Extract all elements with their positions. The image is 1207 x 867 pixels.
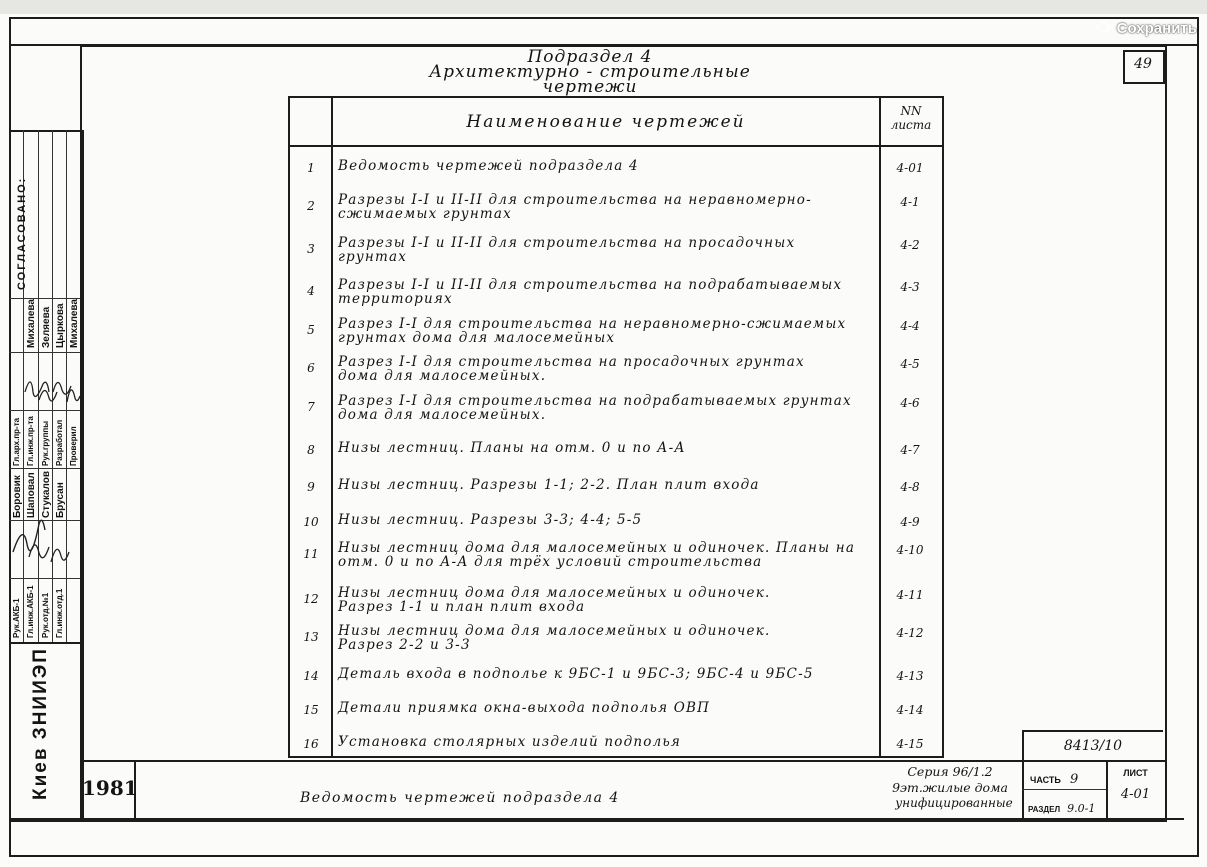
row-number: 7 (307, 400, 315, 414)
person-4: Брусан (55, 482, 66, 518)
role-2-4: Разработал (55, 419, 64, 466)
table-row (288, 437, 940, 474)
row-name-line: Детали приямка окна-выхода подполья ОВП (338, 700, 711, 716)
table-header-sep (288, 145, 942, 147)
role-2: Гл.инж.АКБ-1 (26, 585, 35, 638)
series-line-3: унифицированные (895, 796, 1013, 810)
org-name: Киев ЗНИИЭП (30, 647, 51, 800)
table-row (288, 474, 940, 509)
row-name-line: Ведомость чертежей подраздела 4 (338, 158, 639, 174)
role-2-2: Гл.инж.пр-та (26, 416, 35, 466)
row-sheet-number: 4-01 (896, 161, 924, 175)
row-name-line: дома для малосемейных. (338, 407, 547, 423)
row-sheet-number: 4-11 (896, 588, 924, 602)
col-name-header: Наименование чертежей (466, 112, 746, 132)
row-number: 13 (303, 630, 319, 644)
save-label: Сохранить (1116, 19, 1197, 37)
sheet-value: 4-01 (1120, 787, 1151, 802)
row-sheet-number: 4-15 (896, 737, 924, 751)
row-drawing-name (338, 317, 883, 345)
row-number: 14 (303, 669, 319, 683)
row-drawing-name (338, 667, 883, 681)
row-name-line: Низы лестниц. Разрезы 3-3; 4-4; 5-5 (338, 512, 643, 528)
table-row (288, 697, 940, 731)
row-name-line: Разрез I-I для строительства на неравномерно-сжимаемых (338, 316, 847, 332)
part-cell (1030, 768, 1078, 787)
role-1: Рук.АКБ-1 (12, 598, 21, 638)
table-row (288, 232, 940, 274)
table-row (288, 509, 940, 537)
row-sheet-number: 4-12 (896, 626, 924, 640)
row-sheet-number: 4-1 (900, 195, 920, 209)
table-row (288, 537, 940, 582)
table-row (288, 155, 940, 189)
table-row (288, 582, 940, 620)
person-1: Боровик (12, 475, 23, 518)
row-sheet-number: 4-6 (900, 396, 920, 410)
row-name-line: Установка столярных изделий подполья (338, 734, 682, 750)
row-name-line: Разрез 2-2 и 3-3 (338, 637, 471, 653)
inventory-number: 8413/10 (1063, 738, 1123, 754)
row-number: 6 (307, 361, 315, 375)
row-name-line: Разрезы I-I и II-II для строительства на подрабатываемых (338, 277, 843, 293)
row-sheet-number: 4-4 (900, 319, 920, 333)
row-sheet-number: 4-14 (896, 703, 924, 717)
row-name-line: Разрез 1-1 и план плит входа (338, 599, 586, 615)
row-sheet-number: 4-3 (900, 280, 920, 294)
top-strip (0, 0, 1207, 14)
section-cell (1028, 797, 1095, 816)
title-block-inventory-top (1022, 730, 1163, 732)
row-name-line: грунтах (338, 249, 408, 265)
row-name-line: Разрез I-I для строительства на просадочных грунтах (338, 354, 805, 370)
section-label: РАЗДЕЛ (1028, 805, 1061, 814)
role-2-1: Гл.арх.пр-та (12, 417, 21, 466)
row-drawing-name (338, 278, 883, 306)
row-name-line: дома для малосемейных. (338, 368, 547, 384)
row-sheet-number: 4-8 (900, 480, 920, 494)
row-drawing-name (338, 236, 883, 264)
name-col-2: Зеляева (41, 306, 52, 348)
row-number: 5 (307, 323, 315, 337)
part-label: ЧАСТЬ (1030, 775, 1061, 785)
row-name-line: Разрез I-I для строительства на подрабатываемых грунтах (338, 393, 852, 409)
corner-sheet-number: 49 (1134, 56, 1152, 72)
col-sheet-header-2: листа (890, 118, 932, 132)
sheet-label: ЛИСТ (1123, 768, 1148, 778)
table-row (288, 663, 940, 697)
table-row (288, 620, 940, 663)
signatures-drawing (9, 352, 80, 582)
row-drawing-name (338, 159, 883, 173)
row-sheet-number: 4-9 (900, 515, 920, 529)
person-2: Шаповал (26, 472, 37, 518)
row-name-line: Низы лестниц. Планы на отм. 0 и по А-А (338, 440, 686, 456)
table-row (288, 189, 940, 232)
row-drawing-name (338, 193, 883, 221)
table-row (288, 351, 940, 390)
row-drawing-name (338, 701, 883, 715)
role-3: Рук.отд.№1 (41, 592, 50, 638)
role-4: Гл.инж.отд.1 (55, 588, 64, 638)
series-line-2: 9эт.жилые дома (892, 780, 1008, 795)
row-name-line: Низы лестниц дома для малосемейных и одиночек. (338, 623, 771, 639)
table-row (288, 390, 940, 437)
row-name-line: грунтах дома для малосемейных (338, 330, 616, 346)
row-number: 9 (307, 480, 315, 494)
name-col-1: Михалева (26, 299, 37, 348)
row-number: 12 (303, 592, 319, 606)
row-drawing-name (338, 441, 883, 455)
row-sheet-number: 4-5 (900, 357, 920, 371)
table-row (288, 274, 940, 313)
section-value: 9.0-1 (1067, 802, 1096, 815)
row-sheet-number: 4-2 (900, 238, 920, 252)
title-block-part-mid (1022, 789, 1106, 790)
row-number: 15 (303, 703, 319, 717)
row-number: 3 (307, 242, 315, 256)
row-name-line: Низы лестниц дома для малосемейных и одиночек. (338, 585, 771, 601)
table-row (288, 731, 940, 755)
row-drawing-name (338, 586, 883, 614)
row-drawing-name (338, 624, 883, 652)
table-row (288, 313, 940, 351)
row-name-line: Деталь входа в подполье к 9БС-1 и 9БС-3; 9БС-4 и 9БС-5 (338, 666, 814, 682)
row-drawing-name (338, 355, 883, 383)
row-number: 16 (303, 737, 319, 751)
header-line-1: Подраздел 4 (527, 47, 653, 67)
agreed-label: СОГЛАСОВАНО: (16, 176, 28, 290)
header-line-2: Архитектурно - строительные (429, 62, 751, 82)
row-number: 11 (303, 547, 319, 561)
row-name-line: Разрезы I-I и II-II для строительства на неравномерно- (338, 192, 812, 208)
row-name-line: территориях (338, 291, 453, 307)
row-drawing-name (338, 735, 883, 749)
row-number: 4 (307, 284, 315, 298)
row-name-line: сжимаемых грунтах (338, 206, 512, 222)
person-3: Стукалов (41, 471, 52, 518)
row-drawing-name (338, 394, 883, 422)
row-drawing-name (338, 478, 883, 492)
row-sheet-number: 4-10 (896, 543, 924, 557)
col-sheet-header-1: NN (900, 104, 922, 118)
row-drawing-name (338, 541, 883, 569)
row-drawing-name (338, 513, 883, 527)
year-label: 1981 (82, 776, 138, 800)
name-col-3: Цыркова (55, 303, 66, 348)
role-2-5: Проверил (69, 426, 78, 466)
row-number: 1 (307, 161, 315, 175)
row-sheet-number: 4-13 (896, 669, 924, 683)
role-2-3: Рук.группы (41, 420, 50, 466)
doc-title: Ведомость чертежей подраздела 4 (300, 790, 620, 806)
header-line-3: чертежи (542, 77, 638, 97)
row-name-line: отм. 0 и по А-А для трёх условий строительства (338, 554, 763, 570)
title-block-top (80, 760, 1165, 762)
name-col-4: Михалева (69, 299, 80, 348)
row-name-line: Низы лестниц дома для малосемейных и одиночек. Планы на (338, 540, 856, 556)
series-line-1: Серия 96/1.2 (907, 764, 993, 779)
row-number: 2 (307, 199, 315, 213)
row-sheet-number: 4-7 (900, 443, 920, 457)
row-number: 10 (303, 515, 319, 529)
row-number: 8 (307, 443, 315, 457)
row-name-line: Разрезы I-I и II-II для строительства на просадочных (338, 235, 796, 251)
row-name-line: Низы лестниц. Разрезы 1-1; 2-2. План плит входа (338, 477, 760, 493)
part-value: 9 (1069, 772, 1079, 787)
